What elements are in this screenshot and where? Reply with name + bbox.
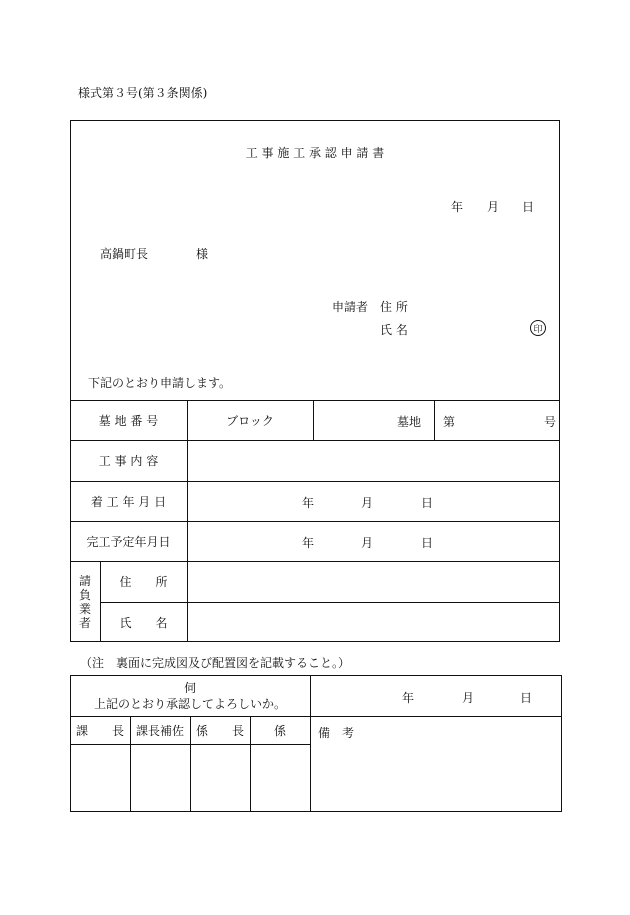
header-staff: 係 — [273, 723, 286, 738]
block-label: ブロック — [226, 413, 274, 428]
note-text: （注 裏面に完成図及び配置図を記載すること。） — [80, 656, 351, 670]
end-day-label: 日 — [421, 536, 434, 550]
contractor-name-label: 氏 名 — [119, 615, 168, 630]
end-month-label: 月 — [361, 536, 374, 550]
intro-text: 下記のとおり申請します。 — [88, 376, 232, 390]
form-reference: 様式第３号(第３条関係) — [78, 86, 208, 100]
contractor-address-label: 住 所 — [119, 575, 168, 589]
inquiry-title: 伺 — [183, 680, 196, 695]
header-section-chief: 課 長 — [75, 723, 124, 738]
contractor-label — [70, 561, 100, 642]
approval-month-label: 月 — [462, 691, 475, 705]
inquiry-text: 上記のとおり承認してよろしいか。 — [93, 696, 286, 711]
applicant-address-label: 住 所 — [380, 300, 408, 314]
date-day-label: 日 — [522, 200, 535, 214]
seal-mark: 印 — [530, 320, 546, 336]
addressee: 高鍋町長 — [100, 247, 149, 261]
rule — [313, 400, 314, 440]
header-subsection-chief: 係 長 — [195, 723, 244, 738]
start-year-label: 年 — [302, 496, 315, 510]
start-date-label: 着 工 年 月 日 — [90, 494, 167, 509]
contractor-char: 負 — [78, 587, 91, 602]
form-title: 工 事 施 工 承 認 申 請 書 — [245, 145, 385, 160]
date-month-label: 月 — [487, 200, 500, 214]
date-year-label: 年 — [451, 200, 464, 214]
honorific: 様 — [196, 247, 209, 261]
approval-day-label: 日 — [520, 691, 533, 705]
dai-label: 第 — [443, 415, 456, 429]
grave-number-label: 墓 地 番 号 — [98, 413, 159, 428]
header-assistant-chief: 課長補佐 — [135, 723, 184, 738]
work-content-label: 工 事 内 容 — [98, 454, 159, 468]
rule — [434, 400, 435, 440]
contractor-char: 者 — [78, 615, 91, 630]
go-label: 号 — [544, 415, 557, 429]
contractor-char: 業 — [78, 601, 91, 616]
contractor-char: 請 — [78, 573, 91, 588]
remarks-label: 備 考 — [318, 726, 355, 740]
applicant-name-label: 氏 名 — [380, 323, 408, 337]
start-day-label: 日 — [421, 496, 434, 510]
approval-year-label: 年 — [402, 691, 415, 705]
applicant-label: 申請者 — [332, 300, 369, 314]
start-month-label: 月 — [361, 496, 374, 510]
grave-label: 墓地 — [397, 415, 422, 429]
end-date-label: 完工予定年月日 — [86, 534, 171, 549]
end-year-label: 年 — [302, 536, 315, 550]
rule — [310, 675, 311, 812]
